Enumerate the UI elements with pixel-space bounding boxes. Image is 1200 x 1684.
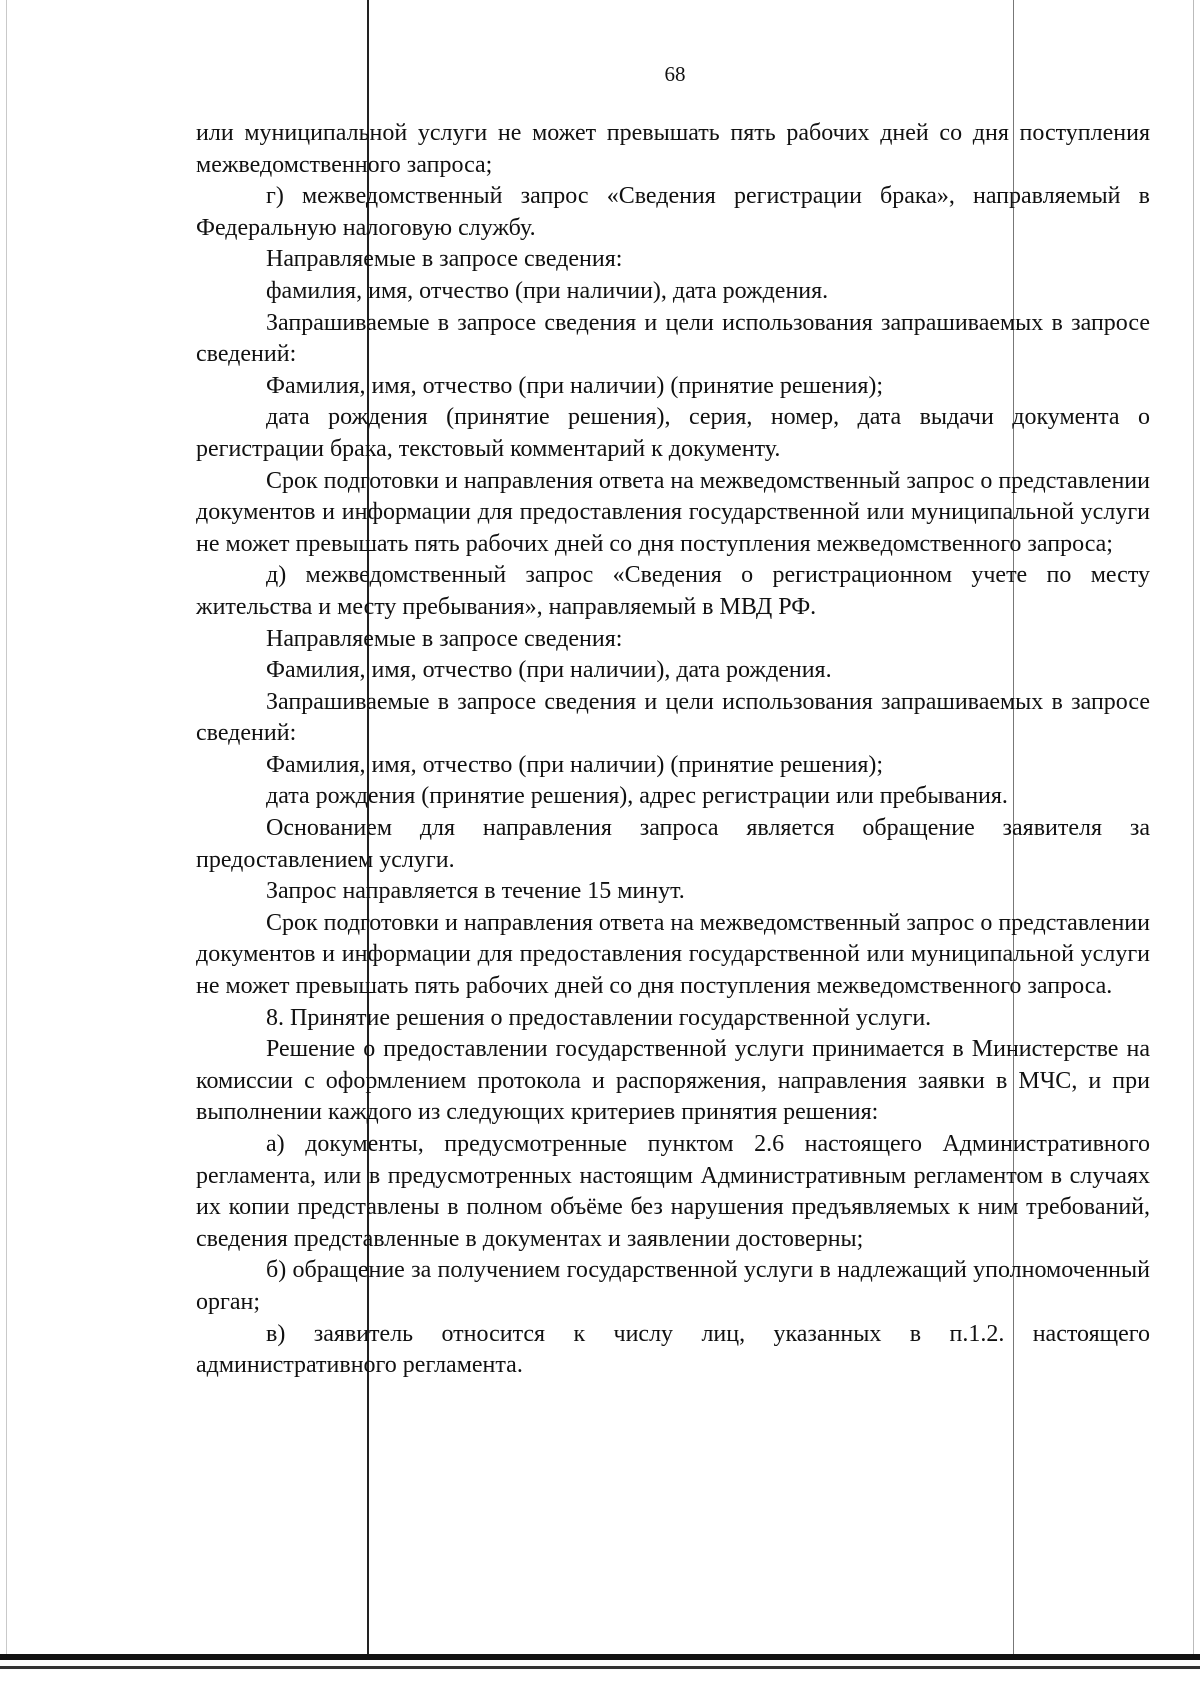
paragraph: Запрос направляется в течение 15 минут. (266, 878, 685, 905)
paragraph: г) межведомственный запрос «Сведения регистрации брака», направляемый в Федеральную налоговую службу. (196, 183, 1150, 241)
paragraph: Направляемые в запросе сведения: (266, 625, 623, 652)
paragraph: а) документы, предусмотренные пунктом 2.6 настоящего Административного регламента, или в предусмотренных настоящим Административным регламентом в случаях их копии представлены в полном объёме без нарушения предъявляемых к ним требований, сведения представленные в документах и заявлении достоверны; (196, 1131, 1150, 1252)
paragraph: Направляемые в запросе сведения: (266, 246, 623, 273)
paragraph: в) заявитель относится к числу лиц, указанных в п.1.2. настоящего административного регламента. (196, 1320, 1150, 1379)
paragraph: Срок подготовки и направления ответа на межведомственный запрос о представлении документов и информации для предоставления государственной или муниципальной услуги не может превышать пять рабочих дней со дня поступления межведомственного запроса. (196, 909, 1150, 1000)
scan-bottom-bar (0, 1654, 1200, 1660)
scan-line-edge-right (1193, 0, 1194, 1654)
document-body (196, 118, 1150, 1382)
paragraph: Основанием для направления запроса является обращение заявителя за предоставлением услуги. (196, 815, 1150, 873)
paragraph: дата рождения (принятие решения), адрес регистрации или пребывания. (266, 783, 1008, 810)
paragraph: Решение о предоставлении государственной услуги принимается в Министерстве на комиссии с оформлением протокола и распоряжения, направления заявки в МЧС, и при выполнении каждого из следующих критериев принятия решения: (196, 1036, 1150, 1126)
paragraph: Срок подготовки и направления ответа на межведомственный запрос о представлении документов и информации для предоставления государственной или муниципальной услуги не может превышать пять рабочих дней со дня поступления межведомственного запроса; (196, 467, 1150, 557)
paragraph: или муниципальной услуги не может превышать пять рабочих дней со дня поступления межведомственного запроса; (196, 120, 1150, 178)
paragraph: Фамилия, имя, отчество (при наличии) (принятие решения); (266, 751, 884, 778)
paragraph: Запрашиваемые в запросе сведения и цели использования запрашиваемых в запросе сведений: (196, 309, 1150, 368)
paragraph: Фамилия, имя, отчество (при наличии), дата рождения. (266, 657, 832, 684)
paragraph: б) обращение за получением государственной услуги в надлежащий уполномоченный орган; (196, 1257, 1150, 1315)
page-number: 68 (664, 62, 686, 86)
paragraph: фамилия, имя, отчество (при наличии), дата рождения. (266, 277, 829, 304)
paragraph: Запрашиваемые в запросе сведения и цели использования запрашиваемых в запросе сведений: (196, 688, 1150, 747)
scan-line-edge-left (6, 0, 7, 1654)
scan-bottom-bar-secondary (0, 1666, 1200, 1669)
paragraph: д) межведомственный запрос «Сведения о регистрационном учете по месту жительства и месту пребывания», направляемый в МВД РФ. (196, 562, 1150, 620)
paragraph: 8. Принятие решения о предоставлении государственной услуги. (266, 1004, 932, 1031)
paragraph: Фамилия, имя, отчество (при наличии) (принятие решения); (266, 372, 884, 399)
paragraph: дата рождения (принятие решения), серия, номер, дата выдачи документа о регистрации брака, текстовый комментарий к документу. (196, 404, 1150, 462)
